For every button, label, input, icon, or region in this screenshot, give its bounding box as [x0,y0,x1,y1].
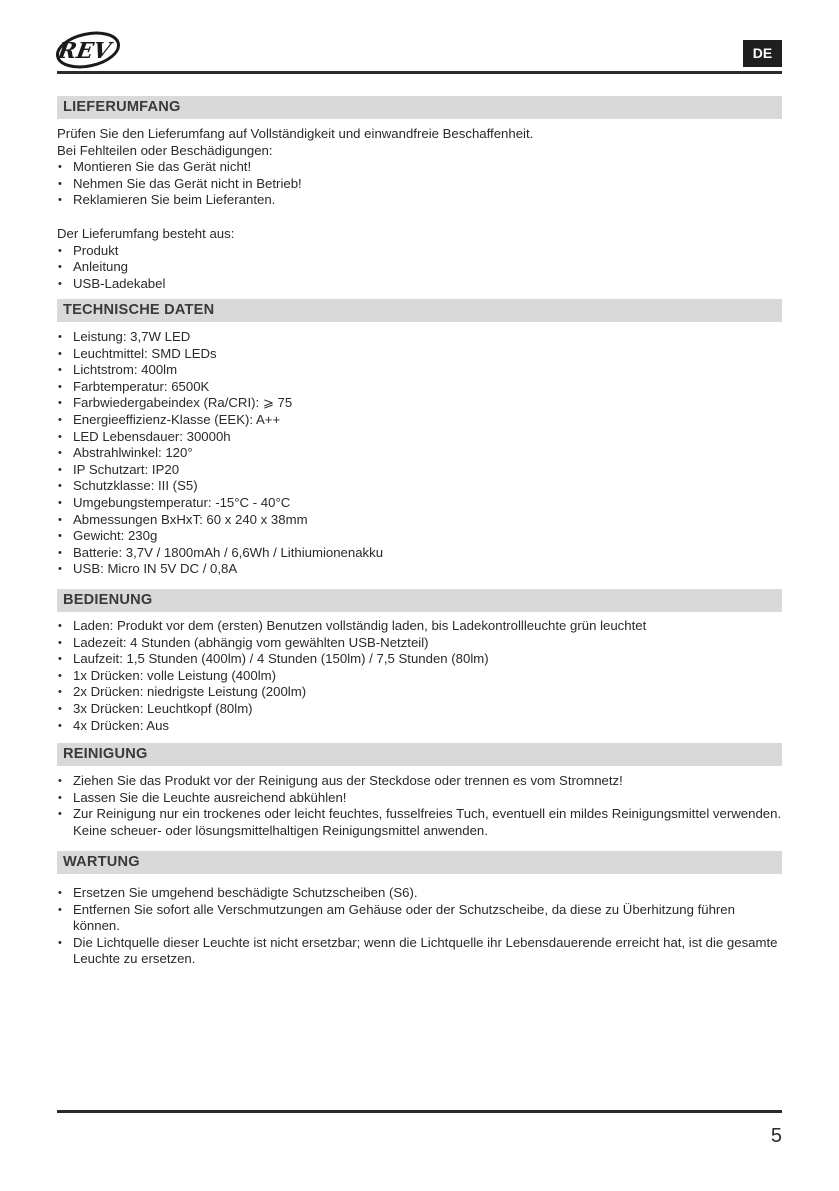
section-title: LIEFERUMFANG [57,96,782,119]
list-item: • Abmessungen BxHxT: 60 x 240 x 38mm [57,512,782,529]
list-item: • Reklamieren Sie beim Lieferanten. [57,192,782,209]
section-bedienung [57,589,782,734]
section-title: REINIGUNG [57,743,782,766]
list-item: • IP Schutzart: IP20 [57,462,782,479]
list-item: • USB: Micro IN 5V DC / 0,8A [57,561,782,578]
list-item: • Ziehen Sie das Produkt vor der Reinigung aus der Steckdose oder trennen es vom Stromnetz! [57,773,782,790]
list-item: • Nehmen Sie das Gerät nicht in Betrieb! [57,176,782,193]
list-item: • Abstrahlwinkel: 120° [57,445,782,462]
bullet-list [57,159,782,209]
list-item: • 4x Drücken: Aus [57,718,782,735]
language-badge: DE [743,40,782,67]
list-item: • Farbwiedergabeindex (Ra/CRI): ⩾ 75 [57,395,782,412]
list-item: • Entfernen Sie sofort alle Verschmutzungen am Gehäuse oder der Schutzscheibe, da diese zu Überhitzung führen können. [57,902,782,935]
list-item: • Energieeffizienz-Klasse (EEK): A++ [57,412,782,429]
section-title: WARTUNG [57,851,782,874]
paragraph: Bei Fehlteilen oder Beschädigungen: [57,142,273,158]
section-wartung [57,851,782,968]
header-rule [57,71,782,74]
list-item: • USB-Ladekabel [57,276,782,293]
list-item: • 3x Drücken: Leuchtkopf (80lm) [57,701,782,718]
list-item: • LED Lebensdauer: 30000h [57,429,782,446]
list-item: • Montieren Sie das Gerät nicht! [57,159,782,176]
section-reinigung [57,743,782,839]
list-item: • Leuchtmittel: SMD LEDs [57,346,782,363]
svg-text:REV: REV [56,38,113,64]
bullet-list [57,773,782,839]
list-item: • Farbtemperatur: 6500K [57,379,782,396]
bullet-list [57,885,782,968]
paragraph: Prüfen Sie den Lieferumfang auf Vollständigkeit und einwandfreie Beschaffenheit. [57,126,534,141]
list-item: • Lassen Sie die Leuchte ausreichend abkühlen! [57,790,782,807]
section-title: TECHNISCHE DATEN [57,299,782,322]
list-item: • 2x Drücken: niedrigste Leistung (200lm) [57,684,782,701]
list-item: • Gewicht: 230g [57,528,782,545]
section-technische-daten [57,299,782,578]
footer-rule [57,1110,782,1113]
list-item: • Anleitung [57,259,782,276]
list-item: • Produkt [57,243,782,260]
list-item: • Laden: Produkt vor dem (ersten) Benutzen vollständig laden, bis Ladekontrollleuchte grün leuchtet [57,618,782,635]
rev-logo [55,30,125,70]
bullet-list [57,618,782,734]
list-item: • 1x Drücken: volle Leistung (400lm) [57,668,782,685]
page-number: 5 [770,1125,782,1147]
bullet-list [57,329,782,578]
section-title: BEDIENUNG [57,589,782,612]
section-lieferumfang [57,96,782,292]
list-item: • Laufzeit: 1,5 Stunden (400lm) / 4 Stunden (150lm) / 7,5 Stunden (80lm) [57,651,782,668]
list-item: • Die Lichtquelle dieser Leuchte ist nicht ersetzbar; wenn die Lichtquelle ihr Lebensdauerende erreicht hat, ist die gesamte Leuchte zu ersetzen. [57,935,782,968]
paragraph: Der Lieferumfang besteht aus: [57,225,235,241]
list-item: • Umgebungstemperatur: -15°C - 40°C [57,495,782,512]
list-item: • Schutzklasse: III (S5) [57,478,782,495]
list-item: • Zur Reinigung nur ein trockenes oder leicht feuchtes, fusselfreies Tuch, eventuell ein mildes Reinigungsmittel verwenden. Keine scheuer- oder lösungsmittelhaltigen Reinigungsmittel anwenden. [57,806,782,839]
bullet-list [57,243,782,293]
list-item: • Lichtstrom: 400lm [57,362,782,379]
list-item: • Ersetzen Sie umgehend beschädigte Schutzscheiben (S6). [57,885,782,902]
list-item: • Batterie: 3,7V / 1800mAh / 6,6Wh / Lithiumionenakku [57,545,782,562]
list-item: • Leistung: 3,7W LED [57,329,782,346]
list-item: • Ladezeit: 4 Stunden (abhängig vom gewählten USB-Netzteil) [57,635,782,652]
